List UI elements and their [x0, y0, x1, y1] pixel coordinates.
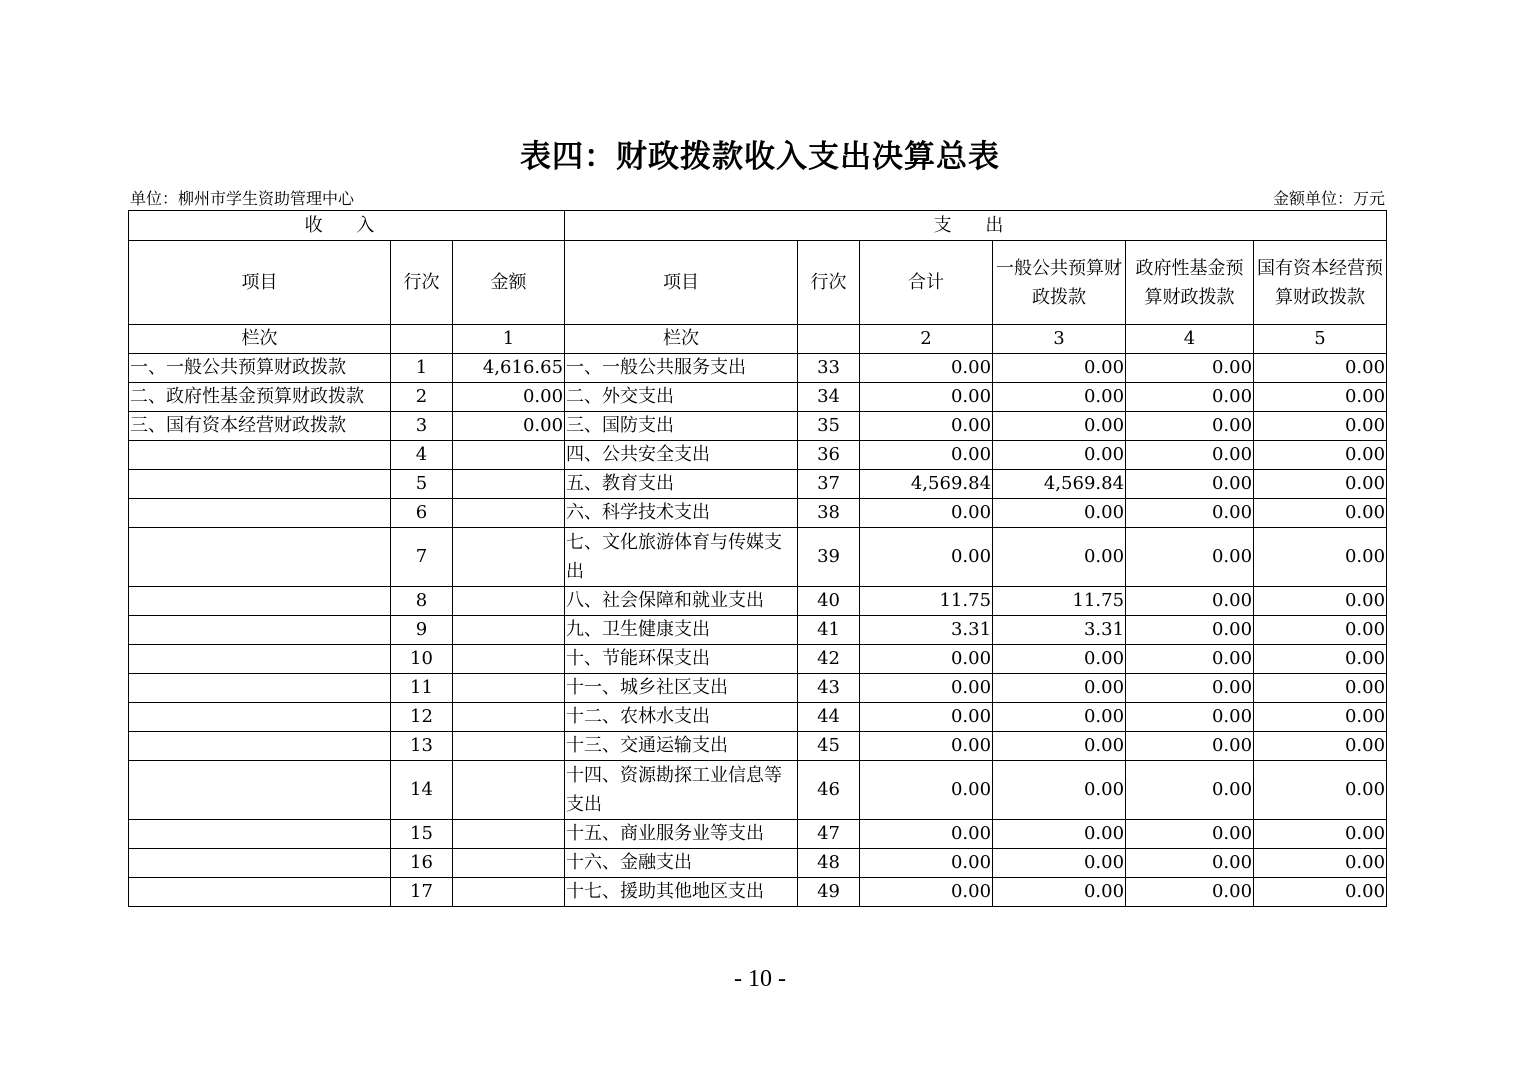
- expense-item-cell: 六、科学技术支出: [565, 499, 798, 528]
- state-capital-cell: 0.00: [1254, 878, 1387, 907]
- table-row: [129, 732, 1387, 761]
- total-cell: 0.00: [860, 383, 993, 412]
- general-budget-header: 一般公共预算财政拨款: [993, 241, 1126, 325]
- general-budget-cell: 0.00: [993, 732, 1126, 761]
- table-row: [129, 878, 1387, 907]
- fund-budget-cell: 0.00: [1126, 761, 1254, 820]
- income-row-no-cell: 7: [391, 528, 453, 587]
- income-row-no-cell: 15: [391, 820, 453, 849]
- fund-budget-cell: 0.00: [1126, 878, 1254, 907]
- expense-item-cell: 八、社会保障和就业支出: [565, 587, 798, 616]
- general-budget-cell: 0.00: [993, 674, 1126, 703]
- state-capital-cell: 0.00: [1254, 587, 1387, 616]
- state-capital-cell: 0.00: [1254, 761, 1387, 820]
- expense-item-cell: 三、国防支出: [565, 412, 798, 441]
- fund-budget-cell: 0.00: [1126, 849, 1254, 878]
- general-budget-cell: 0.00: [993, 849, 1126, 878]
- income-amount-cell: [453, 732, 565, 761]
- expense-item-cell: 十七、援助其他地区支出: [565, 878, 798, 907]
- expense-row-no-cell: 49: [798, 878, 860, 907]
- expense-item-cell: 二、外交支出: [565, 383, 798, 412]
- income-amount-cell: [453, 499, 565, 528]
- income-amount-cell: 4,616.65: [453, 354, 565, 383]
- general-budget-cell: 11.75: [993, 587, 1126, 616]
- expense-row-no-cell: 45: [798, 732, 860, 761]
- fund-budget-cell: 0.00: [1126, 820, 1254, 849]
- income-item-cell: [129, 499, 391, 528]
- expense-item-cell: 十五、商业服务业等支出: [565, 820, 798, 849]
- total-cell: 0.00: [860, 441, 993, 470]
- expense-item-cell: 九、卫生健康支出: [565, 616, 798, 645]
- income-amount-cell: [453, 674, 565, 703]
- fund-budget-cell: 0.00: [1126, 354, 1254, 383]
- expense-item-cell: 一、一般公共服务支出: [565, 354, 798, 383]
- column-number-general: 3: [993, 325, 1126, 354]
- expense-item-header: 项目: [565, 241, 798, 325]
- income-amount-cell: [453, 587, 565, 616]
- total-cell: 0.00: [860, 412, 993, 441]
- total-cell: 0.00: [860, 499, 993, 528]
- expense-row-no-cell: 46: [798, 761, 860, 820]
- general-budget-cell: 3.31: [993, 616, 1126, 645]
- fund-budget-cell: 0.00: [1126, 645, 1254, 674]
- income-row-no-cell: 12: [391, 703, 453, 732]
- column-number-row: [129, 325, 1387, 354]
- income-amount-cell: 0.00: [453, 412, 565, 441]
- general-budget-cell: 4,569.84: [993, 470, 1126, 499]
- income-amount-cell: [453, 470, 565, 499]
- expense-row-no-header: 行次: [798, 241, 860, 325]
- fund-budget-cell: 0.00: [1126, 499, 1254, 528]
- expense-row-no-cell: 33: [798, 354, 860, 383]
- general-budget-cell: 0.00: [993, 878, 1126, 907]
- income-item-cell: [129, 616, 391, 645]
- expense-row-no-cell: 37: [798, 470, 860, 499]
- income-amount-cell: [453, 645, 565, 674]
- income-amount-cell: [453, 703, 565, 732]
- expense-row-no-cell: 36: [798, 441, 860, 470]
- state-capital-cell: 0.00: [1254, 849, 1387, 878]
- state-capital-cell: 0.00: [1254, 470, 1387, 499]
- state-capital-cell: 0.00: [1254, 703, 1387, 732]
- total-cell: 0.00: [860, 732, 993, 761]
- expense-item-cell: 十六、金融支出: [565, 849, 798, 878]
- income-amount-cell: [453, 849, 565, 878]
- income-item-header: 项目: [129, 241, 391, 325]
- fund-budget-cell: 0.00: [1126, 441, 1254, 470]
- expense-row-no-cell: 38: [798, 499, 860, 528]
- financial-table: [128, 210, 1387, 907]
- table-row: [129, 441, 1387, 470]
- income-row-no-cell: 14: [391, 761, 453, 820]
- total-cell: 0.00: [860, 878, 993, 907]
- expense-row-no-cell: 39: [798, 528, 860, 587]
- income-amount-cell: [453, 878, 565, 907]
- total-cell: 0.00: [860, 703, 993, 732]
- state-capital-cell: 0.00: [1254, 820, 1387, 849]
- fund-budget-cell: 0.00: [1126, 616, 1254, 645]
- expense-row-no-cell: 40: [798, 587, 860, 616]
- total-cell: 0.00: [860, 849, 993, 878]
- total-cell: 0.00: [860, 761, 993, 820]
- total-cell: 0.00: [860, 674, 993, 703]
- general-budget-cell: 0.00: [993, 528, 1126, 587]
- column-number-fund: 4: [1126, 325, 1254, 354]
- expense-row-no-cell: 47: [798, 820, 860, 849]
- income-row-no-header: 行次: [391, 241, 453, 325]
- total-cell: 0.00: [860, 820, 993, 849]
- state-capital-cell: 0.00: [1254, 645, 1387, 674]
- section-header-row: [129, 211, 1387, 241]
- total-cell: 0.00: [860, 354, 993, 383]
- state-capital-cell: 0.00: [1254, 412, 1387, 441]
- general-budget-cell: 0.00: [993, 354, 1126, 383]
- income-row-no-cell: 17: [391, 878, 453, 907]
- income-item-cell: [129, 849, 391, 878]
- total-header: 合计: [860, 241, 993, 325]
- expense-item-cell: 七、文化旅游体育与传媒支出: [565, 528, 798, 587]
- table-row: [129, 587, 1387, 616]
- column-number-label: 栏次: [565, 325, 798, 354]
- general-budget-cell: 0.00: [993, 761, 1126, 820]
- fund-budget-cell: 0.00: [1126, 587, 1254, 616]
- expense-item-cell: 五、教育支出: [565, 470, 798, 499]
- table-row: [129, 383, 1387, 412]
- income-item-cell: [129, 878, 391, 907]
- fund-budget-header: 政府性基金预算财政拨款: [1126, 241, 1254, 325]
- expense-row-no-cell: 42: [798, 645, 860, 674]
- table-row: [129, 761, 1387, 820]
- expense-row-no-cell: 34: [798, 383, 860, 412]
- income-amount-cell: [453, 441, 565, 470]
- income-row-no-cell: 3: [391, 412, 453, 441]
- income-row-no-cell: 11: [391, 674, 453, 703]
- income-amount-cell: [453, 616, 565, 645]
- table-row: [129, 645, 1387, 674]
- fund-budget-cell: 0.00: [1126, 674, 1254, 703]
- state-capital-cell: 0.00: [1254, 354, 1387, 383]
- expense-row-no-cell: 44: [798, 703, 860, 732]
- total-cell: 4,569.84: [860, 470, 993, 499]
- amount-unit-label: 金额单位：万元: [1272, 189, 1385, 208]
- table-row: [129, 412, 1387, 441]
- income-item-cell: [129, 674, 391, 703]
- total-cell: 0.00: [860, 528, 993, 587]
- column-header-row: [129, 241, 1387, 325]
- expense-row-no-cell: 41: [798, 616, 860, 645]
- general-budget-cell: 0.00: [993, 412, 1126, 441]
- state-capital-cell: 0.00: [1254, 732, 1387, 761]
- total-cell: 0.00: [860, 645, 993, 674]
- expense-item-cell: 十二、农林水支出: [565, 703, 798, 732]
- income-row-no-cell: 1: [391, 354, 453, 383]
- income-row-no-cell: 13: [391, 732, 453, 761]
- income-row-no-cell: 8: [391, 587, 453, 616]
- fund-budget-cell: 0.00: [1126, 732, 1254, 761]
- table-row: [129, 470, 1387, 499]
- income-item-cell: 二、政府性基金预算财政拨款: [129, 383, 391, 412]
- income-row-no-cell: 16: [391, 849, 453, 878]
- table-row: [129, 354, 1387, 383]
- fund-budget-cell: 0.00: [1126, 383, 1254, 412]
- column-number-label: 栏次: [129, 325, 391, 354]
- expense-item-cell: 十三、交通运输支出: [565, 732, 798, 761]
- income-item-cell: [129, 761, 391, 820]
- state-capital-cell: 0.00: [1254, 674, 1387, 703]
- state-capital-cell: 0.00: [1254, 383, 1387, 412]
- state-capital-cell: 0.00: [1254, 616, 1387, 645]
- table-row: [129, 674, 1387, 703]
- income-row-no-cell: 2: [391, 383, 453, 412]
- income-row-no-cell: 10: [391, 645, 453, 674]
- column-number-amount: 1: [453, 325, 565, 354]
- empty-cell: [798, 325, 860, 354]
- table-row: [129, 703, 1387, 732]
- table-row: [129, 499, 1387, 528]
- income-item-cell: [129, 470, 391, 499]
- general-budget-cell: 0.00: [993, 703, 1126, 732]
- expense-item-cell: 四、公共安全支出: [565, 441, 798, 470]
- income-item-cell: [129, 703, 391, 732]
- unit-label: 单位：柳州市学生资助管理中心: [130, 189, 355, 208]
- income-item-cell: 一、一般公共预算财政拨款: [129, 354, 391, 383]
- table-row: [129, 820, 1387, 849]
- expense-row-no-cell: 35: [798, 412, 860, 441]
- state-capital-cell: 0.00: [1254, 441, 1387, 470]
- income-item-cell: [129, 441, 391, 470]
- income-row-no-cell: 9: [391, 616, 453, 645]
- general-budget-cell: 0.00: [993, 820, 1126, 849]
- general-budget-cell: 0.00: [993, 383, 1126, 412]
- income-amount-cell: [453, 820, 565, 849]
- table-row: [129, 528, 1387, 587]
- table-row: [129, 616, 1387, 645]
- general-budget-cell: 0.00: [993, 441, 1126, 470]
- total-cell: 3.31: [860, 616, 993, 645]
- income-item-cell: [129, 587, 391, 616]
- income-item-cell: [129, 528, 391, 587]
- general-budget-cell: 0.00: [993, 645, 1126, 674]
- income-item-cell: [129, 645, 391, 674]
- fund-budget-cell: 0.00: [1126, 528, 1254, 587]
- fund-budget-cell: 0.00: [1126, 703, 1254, 732]
- expense-row-no-cell: 48: [798, 849, 860, 878]
- state-capital-header: 国有资本经营预算财政拨款: [1254, 241, 1387, 325]
- total-cell: 11.75: [860, 587, 993, 616]
- income-amount-header: 金额: [453, 241, 565, 325]
- expense-row-no-cell: 43: [798, 674, 860, 703]
- income-item-cell: [129, 820, 391, 849]
- expense-item-cell: 十四、资源勘探工业信息等支出: [565, 761, 798, 820]
- income-amount-cell: [453, 528, 565, 587]
- fund-budget-cell: 0.00: [1126, 470, 1254, 499]
- column-number-total: 2: [860, 325, 993, 354]
- general-budget-cell: 0.00: [993, 499, 1126, 528]
- expense-item-cell: 十一、城乡社区支出: [565, 674, 798, 703]
- income-section-header: 收 入: [129, 211, 565, 241]
- page-title: 表四：财政拨款收入支出决算总表: [520, 139, 1000, 175]
- income-item-cell: 三、国有资本经营财政拨款: [129, 412, 391, 441]
- empty-cell: [391, 325, 453, 354]
- table-row: [129, 849, 1387, 878]
- column-number-state: 5: [1254, 325, 1387, 354]
- income-row-no-cell: 5: [391, 470, 453, 499]
- page-number: - 10 -: [734, 966, 786, 992]
- income-row-no-cell: 4: [391, 441, 453, 470]
- state-capital-cell: 0.00: [1254, 528, 1387, 587]
- expense-section-header: 支 出: [565, 211, 1387, 241]
- expense-item-cell: 十、节能环保支出: [565, 645, 798, 674]
- state-capital-cell: 0.00: [1254, 499, 1387, 528]
- fund-budget-cell: 0.00: [1126, 412, 1254, 441]
- income-amount-cell: 0.00: [453, 383, 565, 412]
- income-amount-cell: [453, 761, 565, 820]
- income-item-cell: [129, 732, 391, 761]
- income-row-no-cell: 6: [391, 499, 453, 528]
